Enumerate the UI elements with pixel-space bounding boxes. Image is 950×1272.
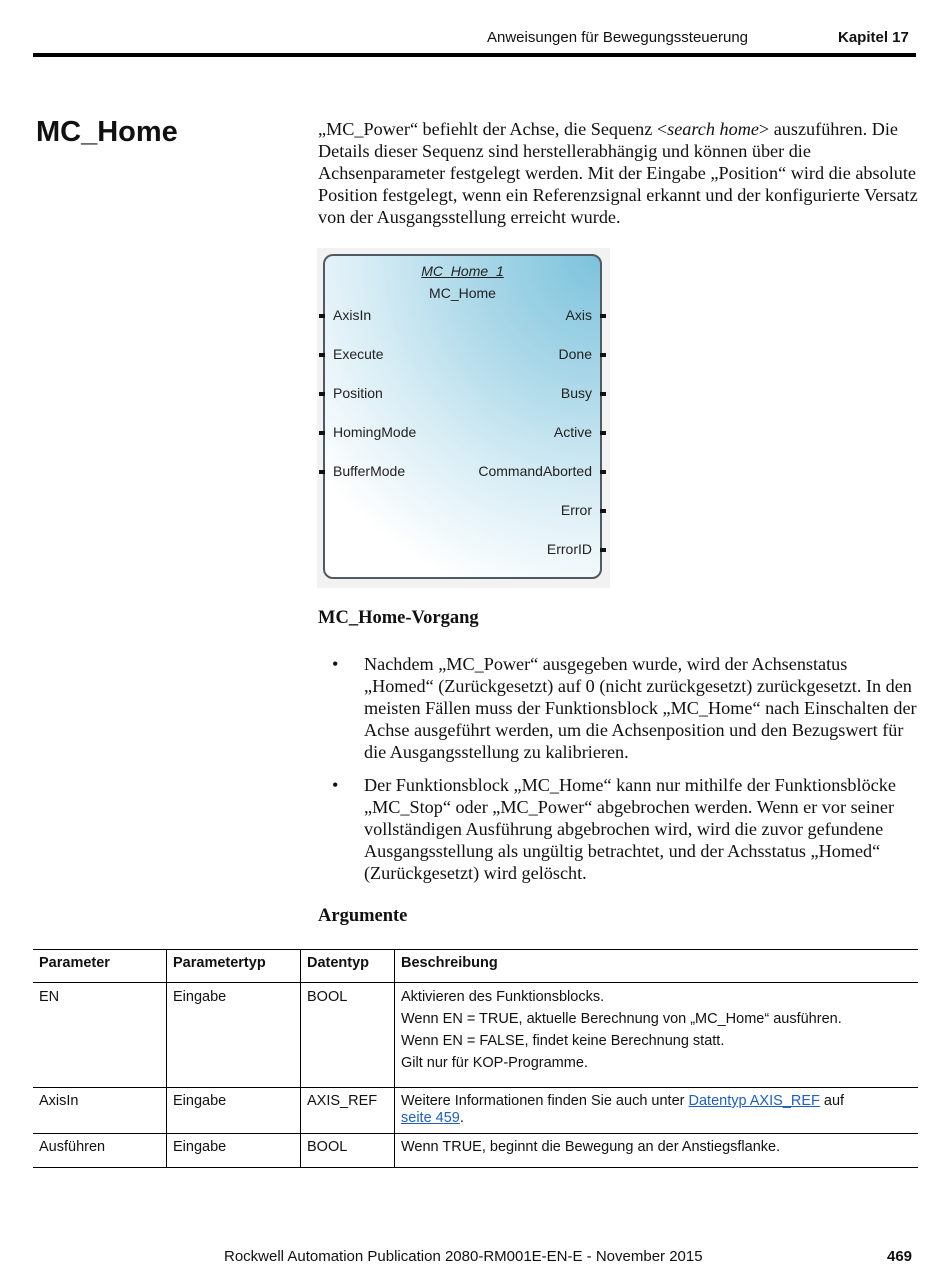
output-pin-busy: Busy [561, 385, 592, 401]
pin-connector [319, 353, 325, 357]
description-text: Weitere Informationen finden Sie auch unter [401, 1093, 689, 1109]
column-header-beschreibung: Beschreibung [395, 950, 919, 983]
output-pin-errorid: ErrorID [547, 541, 592, 557]
column-header-datentyp: Datentyp [301, 950, 395, 983]
link-seite-459[interactable]: seite 459 [401, 1110, 460, 1126]
function-block [323, 254, 602, 579]
link-datentyp-axis-ref[interactable]: Datentyp AXIS_REF [688, 1093, 820, 1109]
cell-datentyp: BOOL [301, 1134, 395, 1168]
section-title: MC_Home [36, 116, 178, 148]
page-number: 469 [887, 1248, 913, 1265]
intro-paragraph [318, 118, 918, 228]
bullet-dot-icon: • [332, 654, 339, 674]
cell-beschreibung [395, 1088, 919, 1134]
vorgang-heading: MC_Home-Vorgang [318, 608, 479, 628]
bullet-dot-icon: • [332, 775, 339, 795]
arguments-table [33, 949, 918, 1168]
arguments-heading: Argumente [318, 906, 408, 926]
running-header-section: Anweisungen für Bewegungssteuerung [487, 29, 749, 46]
input-pin-execute: Execute [333, 346, 384, 362]
pin-connector [600, 314, 606, 318]
cell-parameter: EN [33, 983, 167, 1088]
table-header-row [33, 950, 918, 983]
pin-connector [319, 470, 325, 474]
column-header-parametertyp: Parametertyp [167, 950, 301, 983]
pin-connector [600, 548, 606, 552]
pin-connector [600, 470, 606, 474]
description-text: auf [819, 1093, 845, 1109]
cell-datentyp: AXIS_REF [301, 1088, 395, 1134]
pin-connector [319, 392, 325, 396]
output-pin-commandaborted: CommandAborted [478, 463, 592, 479]
cell-beschreibung: Wenn TRUE, beginnt die Bewegung an der Anstiegsflanke. [395, 1134, 919, 1168]
cell-parameter: Ausführen [33, 1134, 167, 1168]
header-rule [33, 53, 916, 57]
pin-connector [319, 314, 325, 318]
description-line: Wenn EN = FALSE, findet keine Berechnung statt. [401, 1033, 725, 1049]
description-line: Gilt nur für KOP-Programme. [401, 1055, 588, 1071]
description-text: . [459, 1110, 464, 1126]
list-item: • Nachdem „MC_Power“ ausgegeben wurde, wird der Achsenstatus „Homed“ (Zurückgesetzt) auf 0 (nicht zurückgesetzt) zurückgesetzt. In den meisten Fällen muss der Funktionsblock „MC_Home“ nach Einschalten der Achse ausgeführt werden, um die Achsenposition und den Bezugswert für die Ausgangsstellung zu kalibrieren. [332, 654, 917, 762]
column-header-parameter: Parameter [33, 950, 167, 983]
output-pin-active: Active [554, 424, 592, 440]
intro-part2: > auszuführen. Die Details dieser Sequenz sind herstellerabhängig und können über die Achsenparameter festgelegt werden. Mit der Eingabe „Position“ wird die absolute Position festgelegt, wenn ein Referenzsignal erkannt und der konfigurierte Versatz von der Ausgangsstellung erreicht wurde. [318, 119, 918, 227]
intro-italic: search home [667, 119, 759, 139]
input-pin-buffermode: BufferMode [333, 463, 405, 479]
table-row [33, 983, 918, 1088]
function-block-type: MC_Home [429, 285, 496, 301]
description-line: Wenn EN = TRUE, aktuelle Berechnung von „MC_Home“ ausführen. [401, 1011, 842, 1027]
output-pin-axis: Axis [566, 307, 592, 323]
pin-connector [600, 392, 606, 396]
vorgang-bullet-list [318, 653, 918, 895]
table-row [33, 1088, 918, 1134]
list-item: • Der Funktionsblock „MC_Home“ kann nur mithilfe der Funktionsblöcke „MC_Stop“ oder „MC_Power“ abgebrochen werden. Wenn er vor seiner vollständigen Ausführung abgebrochen wird, wird die zuvor gefundene Ausgangsstellung als ungültig betrachtet, und der Achsstatus „Homed“ (Zurückgesetzt) wird gelöscht. [332, 775, 896, 883]
cell-parametertyp: Eingabe [167, 1134, 301, 1168]
function-block-figure [317, 248, 610, 588]
pin-connector [600, 431, 606, 435]
input-pin-axisin: AxisIn [333, 307, 371, 323]
cell-parametertyp: Eingabe [167, 983, 301, 1088]
pin-connector [600, 353, 606, 357]
pin-connector [319, 431, 325, 435]
input-pin-homingmode: HomingMode [333, 424, 416, 440]
table-row [33, 1134, 918, 1168]
output-pin-done: Done [559, 346, 592, 362]
cell-beschreibung [395, 983, 919, 1088]
cell-datentyp: BOOL [301, 983, 395, 1088]
output-pin-error: Error [561, 502, 592, 518]
pin-connector [600, 509, 606, 513]
footer-publication: Rockwell Automation Publication 2080-RM001E-EN-E - November 2015 [224, 1248, 703, 1265]
running-header-chapter: Kapitel 17 [838, 29, 909, 46]
description-line: Aktivieren des Funktionsblocks. [401, 989, 605, 1005]
cell-parametertyp: Eingabe [167, 1088, 301, 1134]
intro-part1: „MC_Power“ befiehlt der Achse, die Sequenz < [318, 119, 668, 139]
function-block-instance-name: MC_Home_1 [421, 263, 504, 279]
input-pin-position: Position [333, 385, 383, 401]
cell-parameter: AxisIn [33, 1088, 167, 1134]
